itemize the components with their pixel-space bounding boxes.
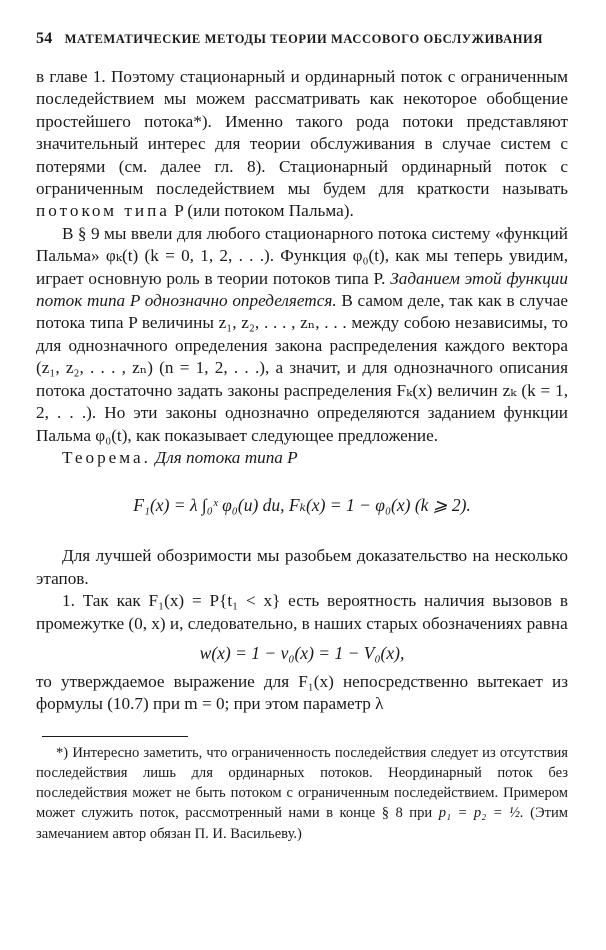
theorem-text: Для потока типа P [155, 447, 298, 467]
formula-theorem: F₁(x) = λ ∫₀ˣ φ₀(u) du, Fₖ(x) = 1 − φ₀(x) (k ⩾ 2). [133, 495, 471, 516]
formula-w: w(x) = 1 − v₀(x) = 1 − V₀(x), [199, 642, 405, 663]
paragraph-1-text: в главе 1. Поэтому стационарный и ординарный поток с ограниченным последействием мы можем рассматривать как некоторое обобщение простейшего потока*). Именно такого рода потоки представляют значительный интерес для теории обслуживания в случае систем с потерями (см. далее гл. 8). Стационарный ординарный поток с ограниченным последействием мы будем для краткости называть [36, 67, 568, 199]
theorem-label: Теорема. [62, 447, 151, 467]
paragraph-3: Для лучшей обозримости мы разобьем доказательство на несколько этапов. [36, 546, 568, 588]
paragraph-2-text-a: В § 9 мы ввели для любого стационарного потока систему «функций Пальма» φₖ(t) (k = 0, 1, 2, . . .). Функция φ₀(t), как мы теперь увидим, играет основную роль в теории потоков типа P. [36, 223, 568, 288]
paragraph-2-italic: Заданием этой функции поток типа P однозначно определяется. [36, 268, 568, 311]
paragraph-2-text-b: В самом деле, так как в случае потока типа P величины z₁, z₂, . . . , zₙ, . . . между собою независимы, то для однозначного определения закона распределения каждого вектора (z₁, z₂, . . . , zₙ) (n = 1, 2, . . .), а значит, и для однозначного описания потока достаточно задать законы распределения Fₖ(x) величин zₖ (k = 1, 2, . . .). Но эти законы однозначно определяются заданием функции Пальма φ₀(t), как показывает следующее предложение. [36, 291, 568, 445]
footnote-paragraph [36, 743, 568, 844]
footnote-formula: p₁ = p₂ = ½. [438, 805, 524, 822]
page-number: 54 [36, 30, 53, 47]
running-head [36, 30, 568, 48]
paragraph-2 [36, 223, 568, 447]
theorem-statement [36, 447, 568, 469]
footnote-text: *) Интересно заметить, что ограниченность последействия следует из отсутствия последействия лишь для ординарных потоков. Неординарный поток без последействия может не быть потоком с ограниченным последействием. Примером может служить поток, рассмотренный нами в конце § 8 при [36, 744, 568, 822]
term-spaced: потоком типа [36, 201, 170, 221]
footnote-rule [42, 736, 188, 737]
main-text [36, 66, 568, 716]
running-title: МАТЕМАТИЧЕСКИЕ МЕТОДЫ ТЕОРИИ МАССОВОГО ОБСЛУЖИВАНИЯ [64, 32, 543, 46]
paragraph-1-tail: P (или потоком Пальма). [174, 201, 354, 221]
footnote-tail: (Этим замечанием автор обязан П. И. Васильеву.) [36, 805, 569, 842]
paragraph-5: то утверждаемое выражение для F₁(x) непосредственно вытекает из формулы (10.7) при m = 0; при этом параметр λ [36, 671, 568, 714]
footnote [36, 743, 568, 844]
paragraph-4: 1. Так как F₁(x) = P{t₁ < x} есть вероятность наличия вызовов в промежутке (0, x) и, следовательно, в наших старых обозначениях равна [36, 591, 568, 633]
paragraph-1 [36, 66, 568, 223]
